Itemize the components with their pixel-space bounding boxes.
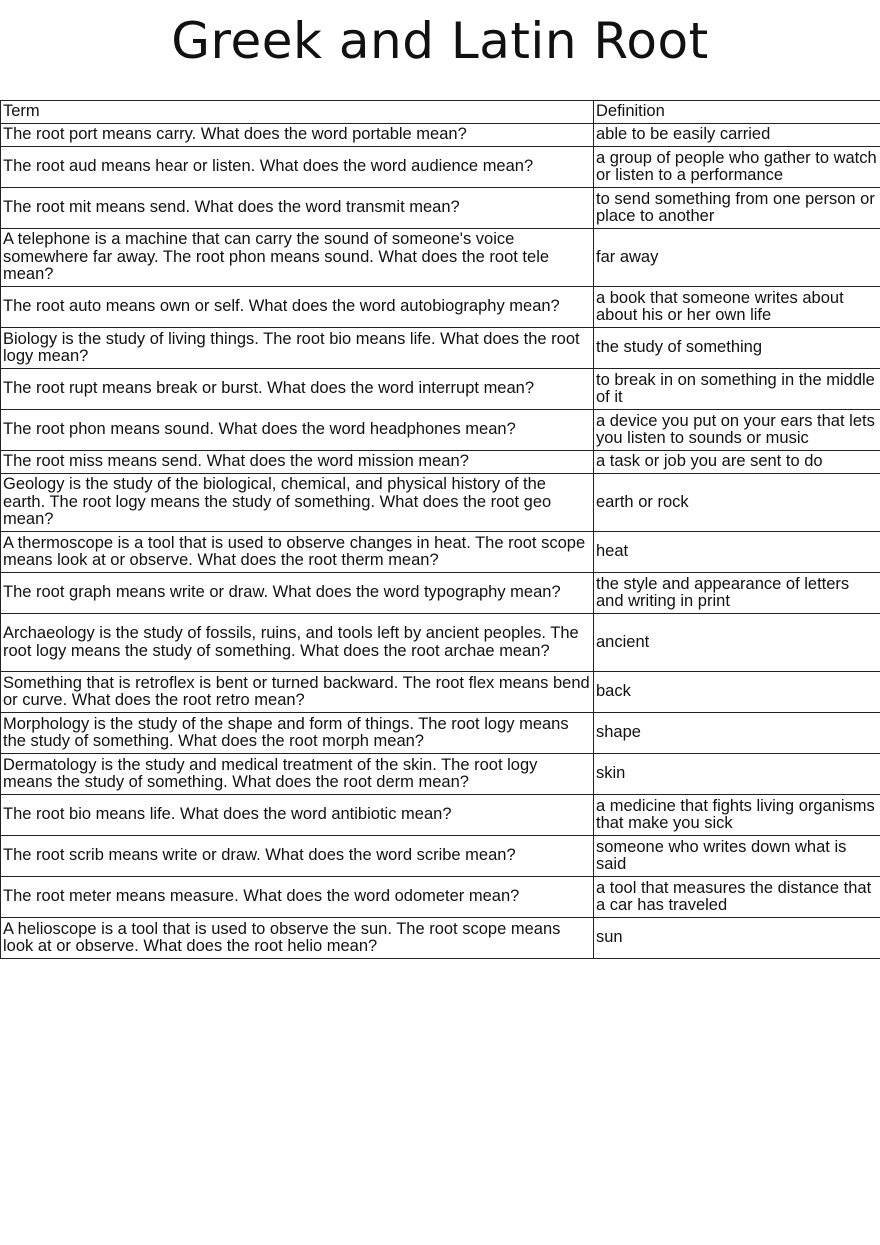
term-cell: The root rupt means break or burst. What does the word interrupt mean?	[1, 369, 594, 410]
definition-cell: a task or job you are sent to do	[594, 451, 880, 474]
definition-column-header: Definition	[594, 101, 880, 124]
definition-cell: someone who writes down what is said	[594, 836, 880, 877]
term-cell: The root meter means measure. What does the word odometer mean?	[1, 877, 594, 918]
term-cell: The root port means carry. What does the word portable mean?	[1, 124, 594, 147]
table-row	[1, 287, 880, 328]
table-row	[1, 573, 880, 614]
definition-cell: a tool that measures the distance that a car has traveled	[594, 877, 880, 918]
term-column-header: Term	[1, 101, 594, 124]
term-cell: Dermatology is the study and medical treatment of the skin. The root logy means the study of something. What does the root derm mean?	[1, 754, 594, 795]
term-cell: A telephone is a machine that can carry the sound of someone's voice somewhere far away. The root phon means sound. What does the root tele mean?	[1, 229, 594, 287]
definition-cell: shape	[594, 713, 880, 754]
table-row	[1, 188, 880, 229]
term-cell: A helioscope is a tool that is used to observe the sun. The root scope means look at or observe. What does the root helio mean?	[1, 918, 594, 959]
term-cell: Archaeology is the study of fossils, ruins, and tools left by ancient peoples. The root logy means the study of something. What does the root archae mean?	[1, 614, 594, 672]
definition-cell: the style and appearance of letters and writing in print	[594, 573, 880, 614]
term-cell: Biology is the study of living things. The root bio means life. What does the root logy mean?	[1, 328, 594, 369]
definition-cell: sun	[594, 918, 880, 959]
table-row	[1, 124, 880, 147]
term-cell: Geology is the study of the biological, chemical, and physical history of the earth. The root logy means the study of something. What does the root geo mean?	[1, 474, 594, 532]
table-row	[1, 795, 880, 836]
table-row	[1, 754, 880, 795]
table-row	[1, 532, 880, 573]
table-row	[1, 836, 880, 877]
definition-cell: ancient	[594, 614, 880, 672]
table-row	[1, 713, 880, 754]
glossary-table	[0, 100, 880, 959]
definition-cell: a device you put on your ears that lets you listen to sounds or music	[594, 410, 880, 451]
definition-cell: earth or rock	[594, 474, 880, 532]
definition-cell: a book that someone writes about about his or her own life	[594, 287, 880, 328]
table-header-row	[1, 101, 880, 124]
term-cell: The root miss means send. What does the word mission mean?	[1, 451, 594, 474]
term-cell: The root bio means life. What does the word antibiotic mean?	[1, 795, 594, 836]
table-row	[1, 369, 880, 410]
table-row	[1, 918, 880, 959]
definition-cell: to send something from one person or place to another	[594, 188, 880, 229]
table-row	[1, 410, 880, 451]
definition-cell: heat	[594, 532, 880, 573]
definition-cell: the study of something	[594, 328, 880, 369]
table-row	[1, 147, 880, 188]
term-cell: A thermoscope is a tool that is used to observe changes in heat. The root scope means look at or observe. What does the root therm mean?	[1, 532, 594, 573]
definition-cell: skin	[594, 754, 880, 795]
term-cell: The root auto means own or self. What does the word autobiography mean?	[1, 287, 594, 328]
definition-cell: back	[594, 672, 880, 713]
term-cell: The root phon means sound. What does the word headphones mean?	[1, 410, 594, 451]
table-row	[1, 451, 880, 474]
table-row	[1, 328, 880, 369]
term-cell: The root scrib means write or draw. What does the word scribe mean?	[1, 836, 594, 877]
definition-cell: a group of people who gather to watch or listen to a performance	[594, 147, 880, 188]
term-cell: Something that is retroflex is bent or turned backward. The root flex means bend or curve. What does the root retro mean?	[1, 672, 594, 713]
definition-cell: a medicine that fights living organisms that make you sick	[594, 795, 880, 836]
term-cell: The root mit means send. What does the word transmit mean?	[1, 188, 594, 229]
definition-cell: to break in on something in the middle of it	[594, 369, 880, 410]
term-cell: The root graph means write or draw. What does the word typography mean?	[1, 573, 594, 614]
page-title: Greek and Latin Root	[171, 12, 709, 70]
table-row	[1, 672, 880, 713]
table-row	[1, 229, 880, 287]
table-row	[1, 877, 880, 918]
definition-cell: able to be easily carried	[594, 124, 880, 147]
term-cell: Morphology is the study of the shape and form of things. The root logy means the study of something. What does the root morph mean?	[1, 713, 594, 754]
term-cell: The root aud means hear or listen. What does the word audience mean?	[1, 147, 594, 188]
table-row	[1, 474, 880, 532]
definition-cell: far away	[594, 229, 880, 287]
table-row	[1, 614, 880, 672]
